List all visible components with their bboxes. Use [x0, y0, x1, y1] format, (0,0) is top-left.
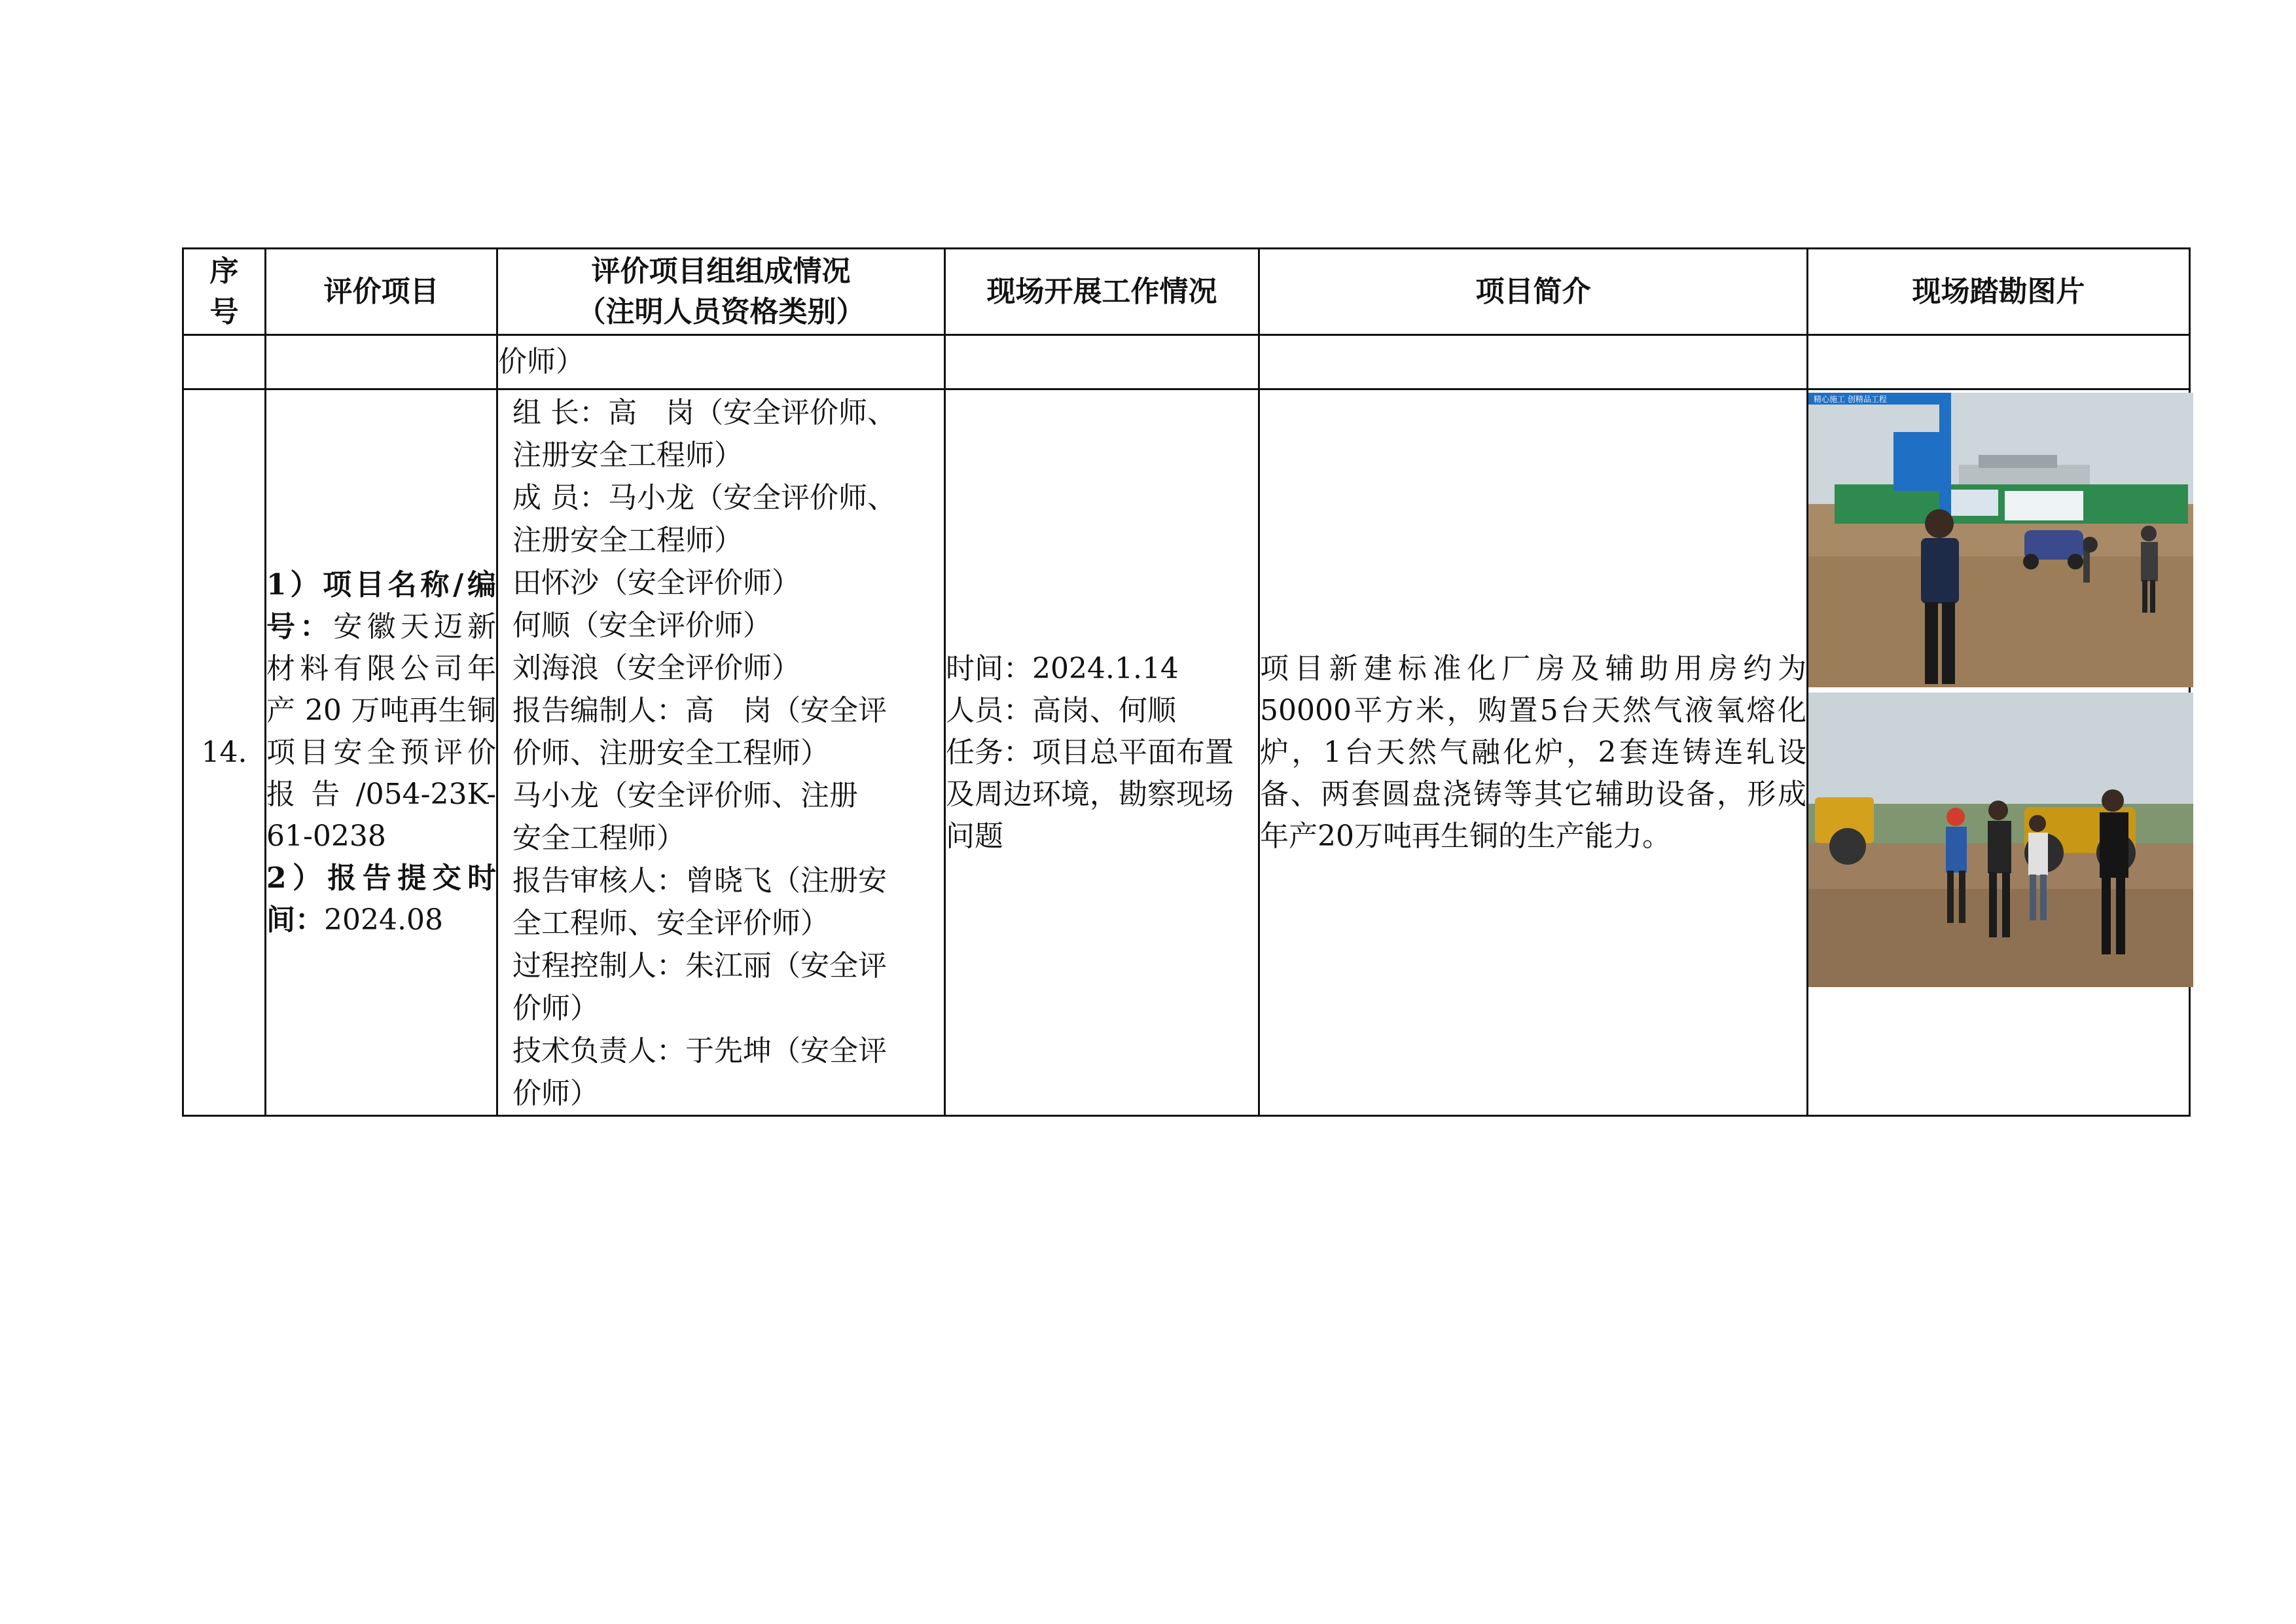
team-list: [498, 390, 944, 1115]
header-row: [183, 249, 2190, 335]
team-member-line: 价师）: [512, 1077, 599, 1110]
cont-seq-cell: [183, 335, 266, 389]
project-name-label: 1）项目名称/编号：: [266, 568, 496, 643]
cont-brief-cell: [1259, 335, 1808, 389]
evaluation-table: [182, 247, 2191, 1117]
team-member-line: 报告编制人：高 岗（安全评: [512, 694, 887, 727]
team-member-line: 技术负责人：于先坤（安全评: [512, 1034, 887, 1068]
cont-work-cell: [945, 335, 1259, 389]
row-project: [266, 389, 497, 1116]
header-project: 评价项目: [266, 249, 497, 335]
cont-team-cell: 价师）: [497, 335, 945, 389]
team-member-line: 成 员：马小龙（安全评价师、: [512, 481, 896, 514]
cont-photo-cell: [1808, 335, 2190, 389]
team-member-line: 报告审核人：曾晓飞（注册安: [512, 864, 887, 897]
row-seq: 14.: [183, 389, 266, 1116]
team-member-line: 过程控制人：朱江丽（安全评: [512, 949, 887, 983]
team-member-line: 价师、注册安全工程师）: [512, 736, 829, 770]
work-task: 任务：项目总平面布置及周边环境，勘察现场问题: [946, 735, 1234, 853]
team-member-line: 组 长：高 岗（安全评价师、: [512, 396, 896, 429]
team-member-line: 安全工程师）: [512, 821, 685, 855]
submit-time: 2024.08: [324, 903, 443, 937]
header-seq: 序 号: [183, 249, 266, 335]
site-photo-2: [1808, 693, 2193, 987]
photo1-banner-text: 精心施工 创精品工程: [1814, 395, 1887, 404]
work-people: 人员：高岗、何顺: [946, 693, 1176, 727]
row-photos: [1808, 389, 2190, 1116]
table-row: [183, 389, 2190, 1116]
cont-project-cell: [266, 335, 497, 389]
continuation-row: [183, 335, 2190, 389]
site-photo-1: [1808, 393, 2193, 687]
team-member-line: 刘海浪（安全评价师）: [512, 651, 800, 685]
work-time: 时间：2024.1.14: [946, 651, 1179, 685]
team-member-line: 马小龙（安全评价师、注册: [512, 779, 858, 812]
team-member-line: 注册安全工程师）: [512, 524, 743, 557]
team-member-line: 全工程师、安全评价师）: [512, 907, 829, 940]
header-photos: 现场踏勘图片: [1808, 249, 2190, 335]
header-brief: 项目简介: [1259, 249, 1808, 335]
team-member-line: 何顺（安全评价师）: [512, 609, 772, 642]
header-work: 现场开展工作情况: [945, 249, 1259, 335]
row-brief: 项目新建标准化厂房及辅助用房约为50000平方米，购置5台天然气液氧熔化炉，1台天然气融化炉，2套连铸连轧设备、两套圆盘浇铸等其它辅助设备，形成年产20万吨再生铜的生产能力。: [1259, 389, 1808, 1116]
team-member-line: 价师）: [512, 992, 599, 1025]
project-name: 安徽天迈新材料有限公司年产 20 万吨再生铜项目安全预评价报告/054-23K-61-0238: [266, 609, 497, 853]
row-work: [945, 389, 1259, 1116]
team-member-line: 注册安全工程师）: [512, 439, 743, 472]
header-team: 评价项目组组成情况 （注明人员资格类别）: [497, 249, 945, 335]
submit-time-label: 2）报告提交时间：: [266, 861, 496, 937]
team-member-line: 田怀沙（安全评价师）: [512, 566, 800, 600]
row-team: [497, 389, 945, 1116]
